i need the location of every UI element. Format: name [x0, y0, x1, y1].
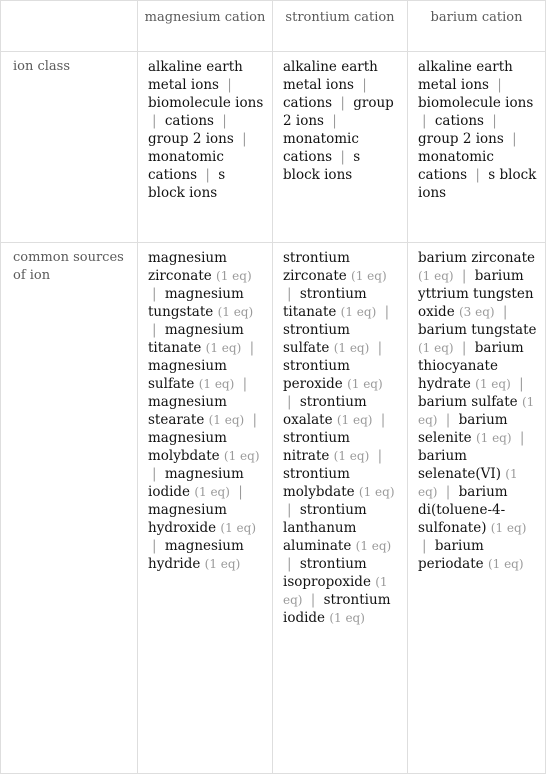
separator: | — [152, 286, 157, 302]
column-header-magnesium: magnesium cation — [138, 1, 273, 52]
separator: | — [519, 430, 525, 446]
list-item: barium yttrium tungsten oxide (3 eq) — [418, 268, 534, 320]
list-item: magnesium sulfate (1 eq) — [148, 358, 235, 392]
list-item: monatomic cations — [418, 149, 494, 183]
column-header-barium: barium cation — [408, 1, 546, 52]
list-item: magnesium zirconate (1 eq) — [148, 250, 252, 284]
separator: | — [332, 113, 337, 129]
list-item: strontium oxalate (1 eq) — [283, 394, 373, 428]
list-item: strontium molybdate (1 eq) — [283, 466, 395, 500]
equivalents-label: (1 eq) — [223, 449, 260, 463]
separator: | — [380, 412, 386, 428]
list-item: group 2 ions — [418, 131, 504, 147]
separator: | — [287, 286, 292, 302]
separator: | — [287, 502, 292, 518]
list-item: magnesium tungstate (1 eq) — [148, 286, 254, 320]
list-item: barium tungstate (1 eq) — [418, 322, 537, 355]
equivalents-label: (1 eq) — [329, 611, 365, 625]
separator: | — [445, 484, 451, 500]
separator: | — [152, 466, 157, 482]
equivalents-label: (1 eq) — [358, 485, 395, 499]
list-item: cations — [283, 95, 333, 111]
ion-class-cell-strontium — [273, 52, 408, 243]
separator: | — [377, 340, 383, 356]
separator: | — [152, 538, 157, 554]
list-item: strontium sulfate (1 eq) — [283, 322, 370, 356]
separator: | — [252, 412, 258, 428]
list-item: magnesium titanate (1 eq) — [148, 322, 244, 356]
equivalents-label: (1 eq) — [490, 521, 527, 535]
list-item: barium thiocyanate hydrate (1 eq) — [418, 340, 524, 392]
equivalents-label: (1 eq) — [418, 467, 518, 499]
list-item: s block ions — [283, 149, 361, 183]
list-item: alkaline earth metal ions — [418, 59, 513, 93]
list-item: s block ions — [418, 167, 537, 201]
separator: | — [205, 167, 210, 183]
equivalents-label: (1 eq) — [418, 395, 535, 427]
corner-cell — [1, 1, 138, 52]
separator: | — [340, 95, 345, 111]
list-item: biomolecule ions — [418, 95, 534, 111]
separator: | — [222, 113, 227, 129]
equivalents-label: (1 eq) — [347, 377, 383, 391]
equivalents-label: (1 eq) — [208, 413, 245, 427]
list-item: strontium nitrate (1 eq) — [283, 430, 370, 464]
separator: | — [287, 394, 292, 410]
table-row-ion-class — [1, 52, 546, 243]
equivalents-label: (1 eq) — [355, 539, 392, 553]
list-item: strontium peroxide (1 eq) — [283, 358, 383, 392]
list-item: barium periodate (1 eq) — [418, 538, 524, 572]
equivalents-label: (1 eq) — [220, 521, 257, 535]
list-item: barium sulfate (1 eq) — [418, 394, 535, 427]
list-item: barium selenite (1 eq) — [418, 412, 512, 446]
separator: | — [519, 376, 524, 392]
separator: | — [461, 268, 467, 284]
separator: | — [310, 592, 316, 608]
equivalents-label: (1 eq) — [475, 431, 512, 445]
ion-class-cell-magnesium — [138, 52, 273, 243]
list-item: magnesium molybdate (1 eq) — [148, 430, 260, 464]
equivalents-label: (3 eq) — [458, 305, 495, 319]
separator: | — [249, 340, 255, 356]
list-item: strontium zirconate (1 eq) — [283, 250, 387, 284]
equivalents-label: (1 eq) — [216, 269, 252, 283]
list-item: barium zirconate (1 eq) — [418, 250, 535, 283]
row-header-common-sources: common sources of ion — [1, 243, 138, 774]
column-header-strontium: strontium cation — [273, 1, 408, 52]
ion-class-cell-barium — [408, 52, 546, 243]
equivalents-label: (1 eq) — [198, 377, 235, 391]
sources-cell-barium — [408, 243, 546, 774]
separator: | — [422, 538, 427, 554]
separator: | — [152, 322, 157, 338]
equivalents-label: (1 eq) — [475, 377, 511, 391]
list-item: group 2 ions — [283, 95, 394, 129]
table-row-common-sources — [1, 243, 546, 774]
list-item: alkaline earth metal ions — [283, 59, 378, 93]
separator: | — [242, 131, 247, 147]
list-item: barium selenate(VI) (1 eq) — [418, 448, 518, 499]
list-item: strontium isopropoxide (1 eq) — [283, 556, 388, 607]
equivalents-label: (1 eq) — [194, 485, 230, 499]
separator: | — [242, 376, 248, 392]
separator: | — [287, 556, 292, 572]
separator: | — [475, 167, 480, 183]
list-item: group 2 ions — [148, 131, 234, 147]
list-item: strontium titanate (1 eq) — [283, 286, 377, 320]
separator: | — [152, 113, 157, 129]
list-item: cations — [434, 113, 484, 129]
separator: | — [497, 77, 502, 93]
equivalents-label: (1 eq) — [283, 575, 388, 607]
list-item: magnesium iodide (1 eq) — [148, 466, 244, 500]
list-item: alkaline earth metal ions — [148, 59, 243, 93]
list-item: strontium lanthanum aluminate (1 eq) — [283, 502, 392, 554]
separator: | — [238, 484, 243, 500]
separator: | — [492, 113, 497, 129]
sources-cell-magnesium — [138, 243, 273, 774]
list-item: magnesium hydride (1 eq) — [148, 538, 244, 572]
separator: | — [445, 412, 451, 428]
row-header-ion-class: ion class — [1, 52, 138, 243]
separator: | — [377, 448, 383, 464]
separator: | — [340, 149, 345, 165]
list-item: biomolecule ions — [148, 95, 264, 111]
separator: | — [461, 340, 467, 356]
equivalents-label: (1 eq) — [418, 341, 454, 355]
sources-cell-strontium — [273, 243, 408, 774]
header-row — [1, 1, 546, 52]
separator: | — [384, 304, 390, 320]
equivalents-label: (1 eq) — [217, 305, 254, 319]
equivalents-label: (1 eq) — [205, 341, 242, 355]
list-item: monatomic cations — [283, 131, 359, 165]
equivalents-label: (1 eq) — [204, 557, 241, 571]
separator: | — [227, 77, 232, 93]
equivalents-label: (1 eq) — [336, 413, 373, 427]
list-item: monatomic cations — [148, 149, 224, 183]
list-item: magnesium stearate (1 eq) — [148, 394, 245, 428]
separator: | — [422, 113, 427, 129]
list-item: barium di(toluene-4-sulfonate) (1 eq) — [418, 484, 527, 536]
equivalents-label: (1 eq) — [487, 557, 524, 571]
list-item: magnesium hydroxide (1 eq) — [148, 502, 257, 536]
equivalents-label: (1 eq) — [340, 305, 377, 319]
list-item: s block ions — [148, 167, 226, 201]
equivalents-label: (1 eq) — [333, 341, 370, 355]
equivalents-label: (1 eq) — [333, 449, 370, 463]
list-item: strontium iodide (1 eq) — [283, 592, 391, 626]
separator: | — [512, 131, 517, 147]
separator: | — [502, 304, 508, 320]
list-item: cations — [164, 113, 214, 129]
equivalents-label: (1 eq) — [351, 269, 387, 283]
equivalents-label: (1 eq) — [418, 269, 454, 283]
separator: | — [362, 77, 367, 93]
